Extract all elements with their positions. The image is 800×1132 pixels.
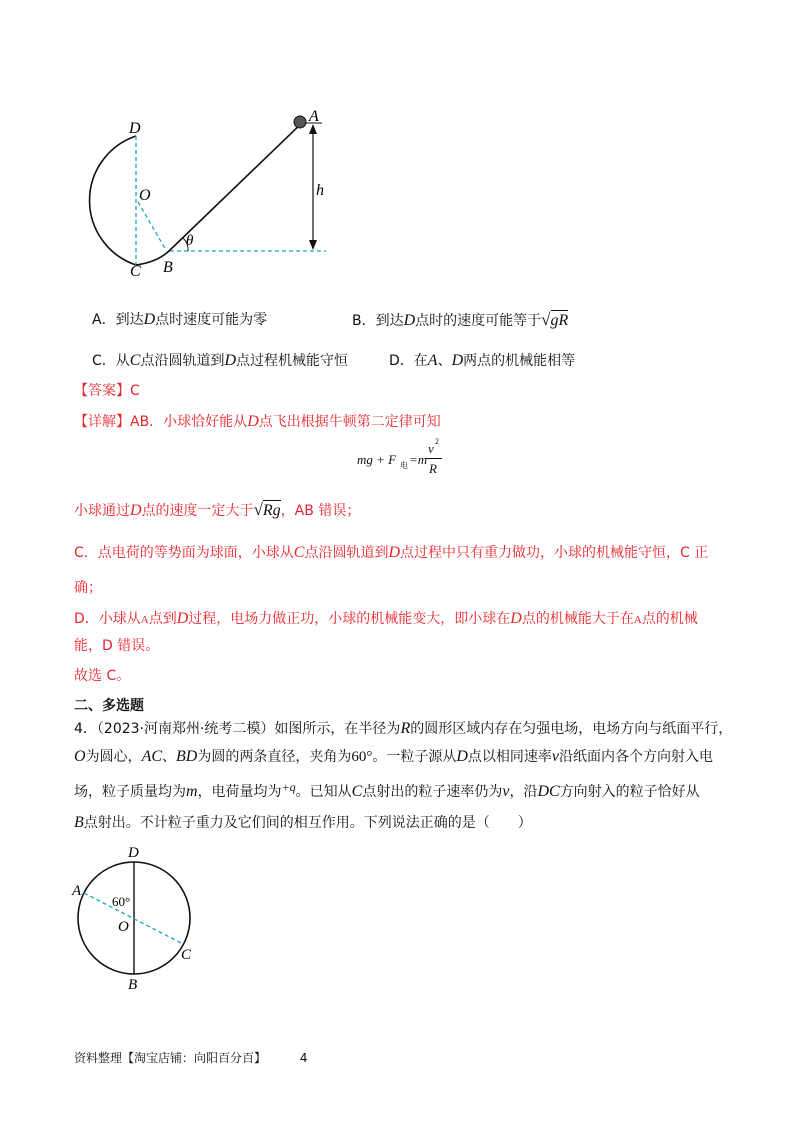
label-B: B — [163, 259, 173, 276]
footer-source: 资料整理【淘宝店铺：向阳百分百】 — [74, 1051, 267, 1065]
detail-line-5: D．小球从A点到D过程，电场力做正功，小球的机械能变大，即小球在D点的机械能大于在A点的机械 — [74, 610, 698, 627]
incline-AB — [136, 120, 305, 265]
label-A: A — [309, 108, 319, 125]
q4-line-4: B点射出。不计粒子重力及它们间的相互作用。下列说法正确的是（ ） — [74, 814, 532, 831]
label-D: D — [129, 120, 141, 137]
option-c: C．从C点沿圆轨道到D点过程机械能守恒 — [92, 352, 349, 369]
label-h: h — [316, 182, 324, 199]
answer: 【答案】C — [74, 383, 140, 399]
section-title: 二、多选题 — [74, 698, 144, 714]
figure-circle-diagram — [60, 840, 210, 995]
label-O: O — [139, 187, 151, 204]
option-d: D．在A、D两点的机械能相等 — [389, 352, 576, 369]
semicircle-track — [90, 136, 136, 265]
detail-line-6: 能，D 错误。 — [74, 638, 160, 654]
height-arrow-down — [309, 240, 317, 250]
page-number: 4 — [299, 1051, 308, 1065]
radius-OB-dashed — [138, 202, 166, 250]
detail-line-2: 小球通过D点的速度一定大于√Rg，AB 错误； — [74, 500, 361, 519]
footer — [74, 1050, 307, 1066]
detail-line-4: 确； — [74, 580, 102, 596]
option-b: B．到达D点时的速度可能等于√gR — [352, 310, 569, 329]
detail-line-7: 故选 C。 — [74, 668, 131, 684]
label-D: D — [128, 845, 139, 861]
equation: mg + F 电 =m v 2 R — [357, 439, 467, 483]
q4-line-1: 4．（2023·河南郑州·统考二模）如图所示，在半径为R的圆形区域内存在匀强电场，电场方向与纸面平行， — [74, 720, 733, 737]
q4-line-2: O为圆心，AC、BD为圆的两条直径，夹角为60°。一粒子源从D点以相同速率v沿纸面内各个方向射入电 — [74, 748, 714, 765]
ball — [294, 116, 306, 128]
figure-track-diagram — [60, 105, 350, 280]
label-B: B — [128, 977, 138, 993]
label-C: C — [181, 947, 192, 963]
detail-line-1: 【详解】AB．小球恰好能从D点飞出根据牛顿第二定律可知 — [74, 413, 441, 430]
option-a: A．到达D点时速度可能为零 — [92, 311, 268, 328]
q4-line-3: 场，粒子质量均为m，电荷量均为+q。已知从C点射出的粒子速率仍为v，沿DC方向射入的粒子恰好从 — [74, 780, 700, 800]
label-angle: 60° — [112, 894, 131, 909]
label-O: O — [118, 919, 129, 935]
label-theta: θ — [186, 233, 194, 249]
label-A: A — [72, 883, 82, 899]
height-arrow-up — [309, 124, 317, 134]
label-C: C — [130, 263, 141, 280]
detail-line-3: C．点电荷的等势面为球面，小球从C点沿圆轨道到D点过程中只有重力做功，小球的机械能守恒，C 正 — [74, 544, 709, 561]
